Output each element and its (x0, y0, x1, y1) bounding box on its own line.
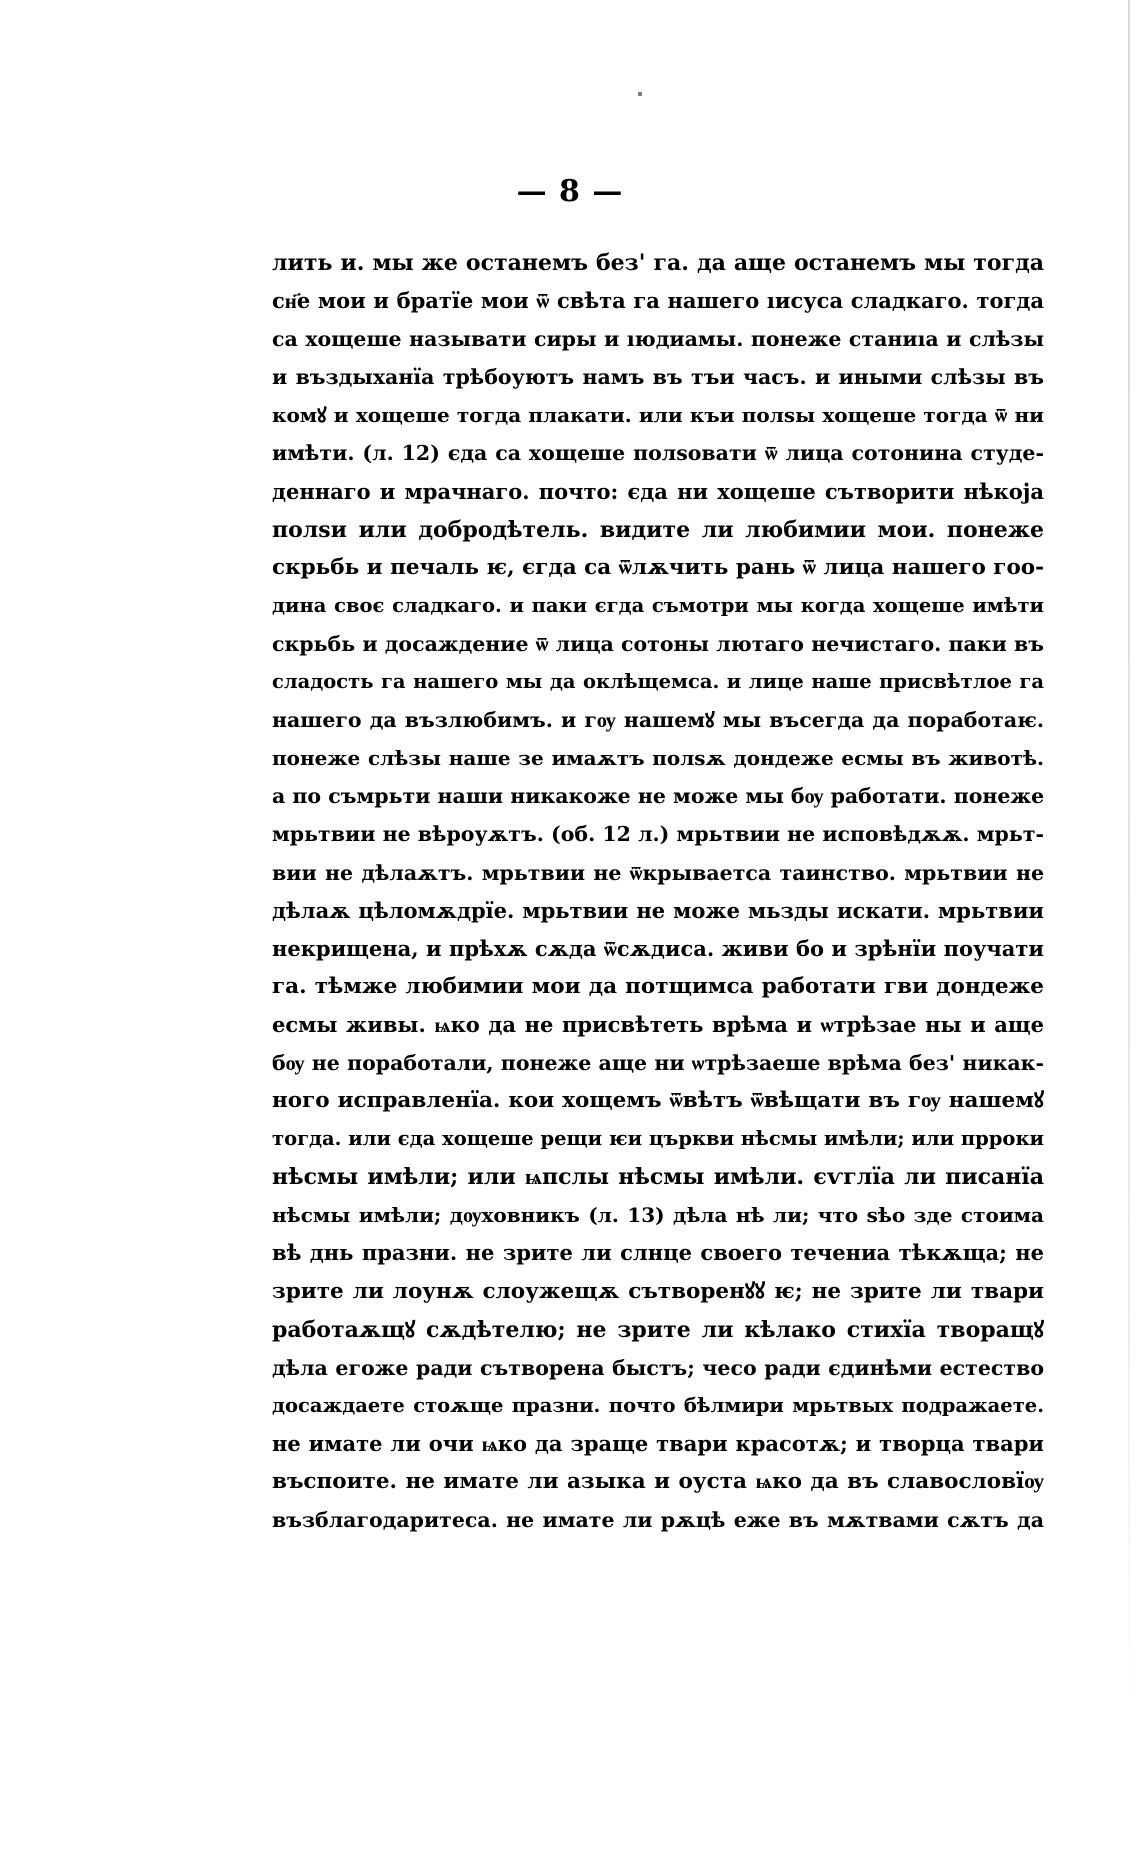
page-edge-line (1128, 0, 1130, 1730)
text-line: сн҃е мои и братïе мои ѿ свѣта га нашего ıисуса сладкаго. тогда (272, 288, 1044, 314)
text-line: дѣлаѫ цѣломѫдрïе. мрьтвии не може мьзды искати. мрьтвии (272, 897, 1044, 923)
text-line: комꙋ и хощеше тогда плакати. или къи полѕы хощеше тогда ѿ ни (272, 403, 1044, 428)
text-line: са хощеше называти сиры и ıюдиамы. понеже станиıа и слѣзы (272, 327, 1044, 352)
text-line: ного исправленïа. кои хощемъ ѿвѣтъ ѿвѣщати въ гѹ нашемꙋ (272, 1088, 1044, 1114)
text-line: бѹ не поработали, понеже аще ни ѡтрѣзаеше врѣма без' никак- (272, 1050, 1044, 1075)
text-line: нашего да възлюбимъ. и гѹ нашемꙋ мы въсегда да поработаѥ. (272, 708, 1044, 733)
text-line: некрищена, и прѣхѫ сѫда ѿсѫдиса. живи бо и зрѣнïи поучати (272, 935, 1044, 961)
text-line: скрьбь и досаждение ѿ лица сотоны лютаго нечистаго. паки въ (272, 631, 1044, 656)
text-line: работаѫщꙋ сѫдѣтелю; не зрите ли кѣлако стихїа творащꙋ (272, 1316, 1044, 1343)
text-line: зрите ли лоунѫ слоужещѫ сътворенꙋꙋ ѥ; не зрите ли твари (272, 1278, 1044, 1304)
text-line: нѣсмы имѣли; дѹховникъ (л. 13) дѣла нѣ ли; что ѕѣо зде стоима (272, 1203, 1044, 1228)
text-line: тогда. или єда хощеше рещи ѥи църкви нѣсмы имѣли; или прроки (272, 1127, 1044, 1151)
text-line: дина своє сладкаго. и паки єгда съмотри мы когда хощеше имѣти (272, 593, 1044, 617)
text-line: дѣла егоже ради сътворена быстъ; чесо ради єдинѣми естество (272, 1355, 1044, 1380)
scan-speck (638, 92, 642, 96)
page-number: — 8 — (516, 174, 624, 209)
text-line: понеже слѣзы наше зе имаѫтъ полѕѫ дондеже есмы въ животѣ. (272, 746, 1044, 771)
page-text-block (272, 244, 1044, 1539)
text-line: лить и. мы же останемъ без' га. да аще останемъ мы тогда (272, 250, 1044, 276)
text-line: полѕи или добродѣтель. видите ли любимии мои. понеже (272, 516, 1044, 543)
text-line: мрьтвии не вѣроуѫтъ. (об. 12 л.) мрьтвии не исповѣдѫѫ. мрьт- (272, 822, 1044, 847)
text-line: вии не дѣлаѫтъ. мрьтвии не ѿкрываетса таинство. мрьтвии не (272, 860, 1044, 885)
text-line: имѣти. (л. 12) єда са хощеше полѕовати ѿ лица сотонина студе- (272, 441, 1044, 466)
text-line: скрьбь и печаль ѥ, єгда са ѿлѫчить рань ѿ лица нашего гоо- (272, 554, 1044, 580)
text-line: не имате ли очи ѩко да зраще твари красотѫ; и творца твари (272, 1430, 1044, 1456)
text-line: а по съмрьти наши никакоже не може мы бѹ работати. понеже (272, 784, 1044, 809)
text-line: га. тѣмже любимии мои да потщимса работати гви дондеже (272, 973, 1044, 999)
text-line: сладость га нашего мы да оклѣщемса. и лице наше присвѣтлое га (272, 670, 1044, 694)
text-line: нѣсмы имѣли; или ѩпслы нѣсмы имѣли. єѵглїа ли писанїа (272, 1164, 1044, 1191)
text-line: деннаго и мрачнаго. почто: єда ни хощеше сътворити нѣкоја (272, 478, 1044, 504)
text-line: възблагодаритеса. не имате ли рѫцѣ еже въ мѫтвами сѫтъ да (272, 1508, 1044, 1533)
text-line: въспоите. не имате ли азыка и оуста ѩко да въ славословїѹ (272, 1469, 1044, 1494)
text-line: и въздыханïа трѣбоуютъ намъ въ тъи часъ. и иными слѣзы въ (272, 365, 1044, 390)
text-line: вѣ днь празни. не зрите ли слнце своего течениа тѣкѫща; не (272, 1240, 1044, 1266)
text-line: досаждаете стоѫще празни. почто бѣлмири мрьтвых подражаете. (272, 1393, 1044, 1417)
text-line: есмы живы. ѩко да не присвѣтеть врѣма и ѡтрѣзае ны и аще (272, 1011, 1044, 1037)
